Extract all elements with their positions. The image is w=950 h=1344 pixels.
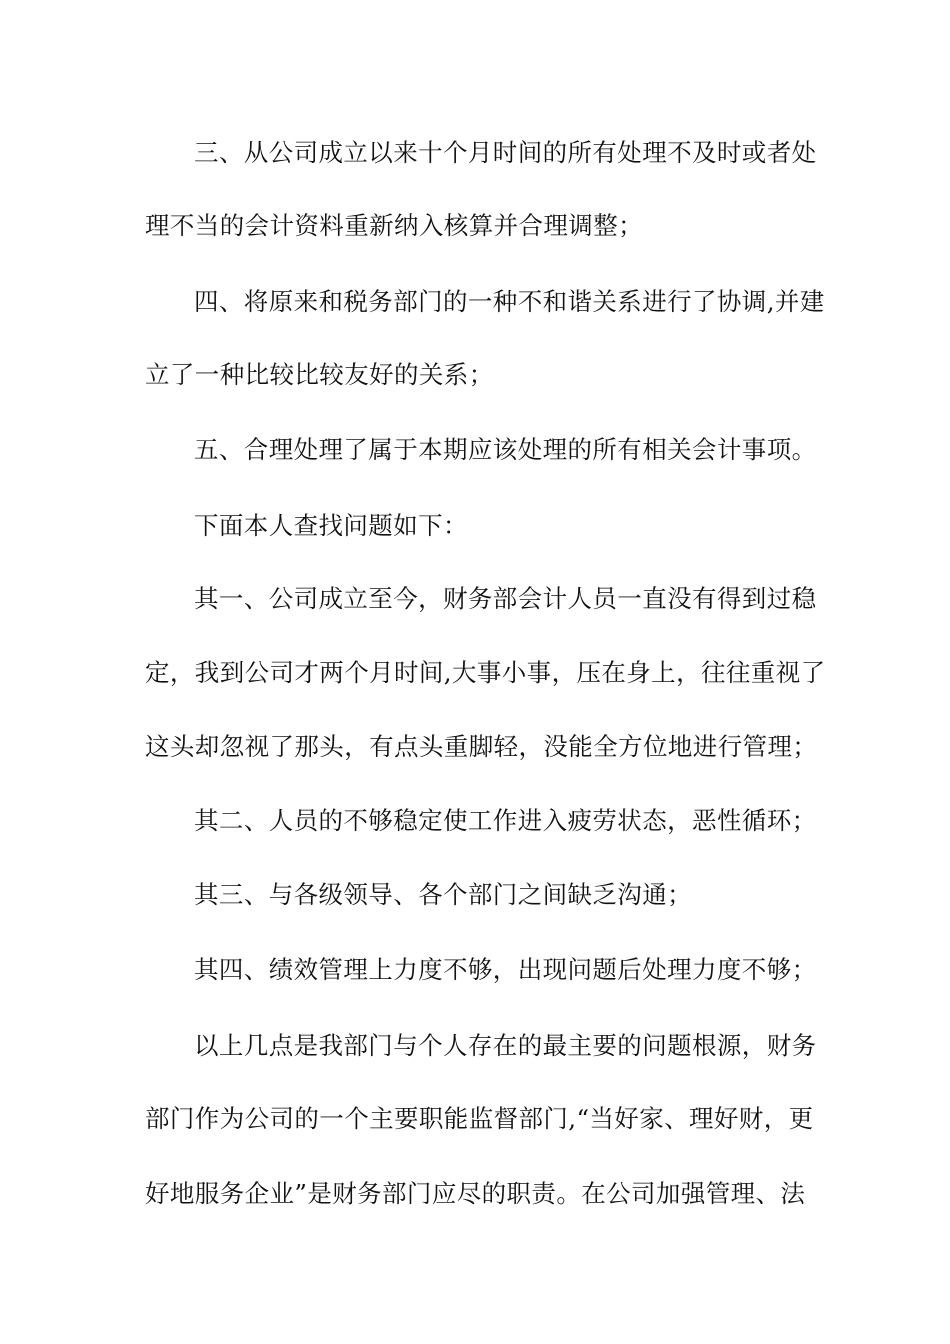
text-line: 其二、人员的不够稳定使工作进入疲劳状态，恶性循环； [194,806,817,835]
text-line: 这头却忽视了那头，有点头重脚轻，没能全方位地进行管理； [145,732,818,761]
text-line: 三、从公司成立以来十个月时间的所有处理不及时或者处 [194,138,817,167]
text-line: 下面本人查找问题如下： [194,511,468,540]
text-line: 定，我到公司才两个月时间,大事小事，压在身上，往往重视了 [145,658,826,687]
text-line: 以上几点是我部门与个人存在的最主要的问题根源，财务 [194,1031,817,1060]
text-line: 其三、与各级领导、各个部门之间缺乏沟通； [194,880,692,909]
text-line: 五、合理处理了属于本期应该处理的所有相关会计事项。 [194,435,817,464]
text-line: 部门作为公司的一个主要职能监督部门,“当好家、理好财，更 [145,1104,814,1133]
text-line: 立了一种比较比较友好的关系； [145,360,494,389]
text-line: 好地服务企业”是财务部门应尽的职责。在公司加强管理、法 [145,1179,806,1208]
text-line: 其四、绩效管理上力度不够，出现问题后处理力度不够； [194,955,817,984]
text-line: 理不当的会计资料重新纳入核算并合理调整； [145,211,643,240]
text-line: 其一、公司成立至今，财务部会计人员一直没有得到过稳 [194,584,817,613]
text-line: 四、将原来和税务部门的一种不和谐关系进行了协调,并建 [194,287,825,316]
